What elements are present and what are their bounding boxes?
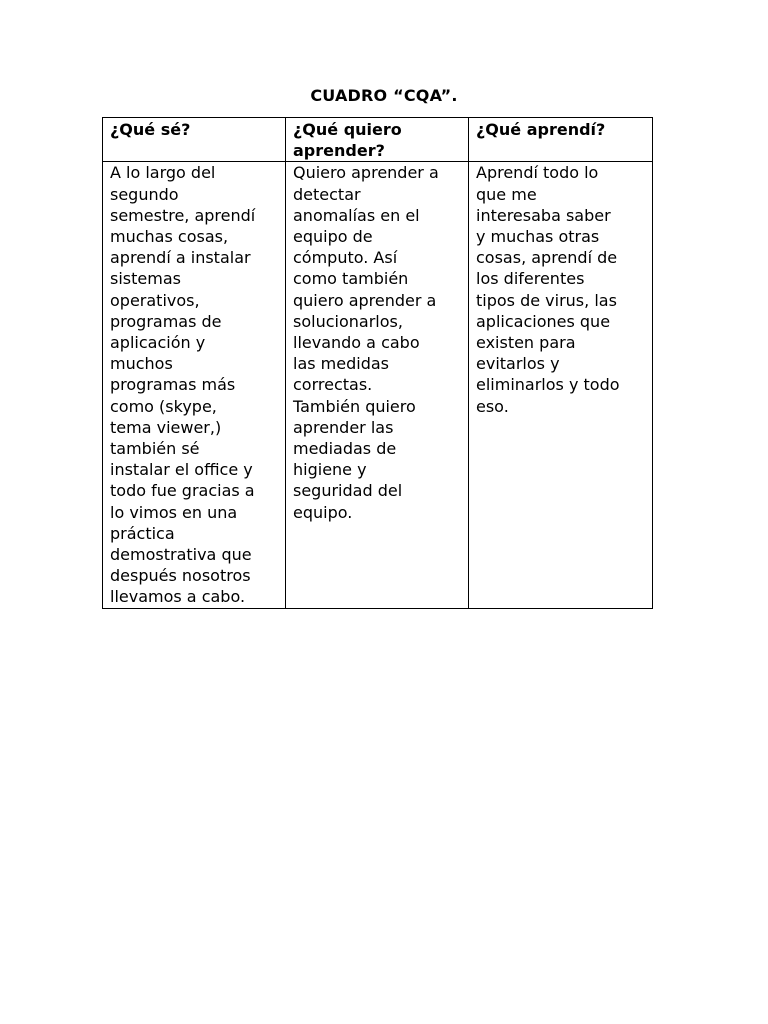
cell-que-aprendi <box>469 162 653 608</box>
cqa-table <box>102 117 653 609</box>
page-title: CUADRO “CQA”. <box>310 86 458 105</box>
header-que-se: ¿Qué sé? <box>103 118 286 162</box>
cell-que-aprendi-text: Aprendí todo lo que me interesaba saber y muchas otras cosas, aprendí de los diferentes tipos de virus, las aplicaciones que existen para evitarlos y eliminarlos y todo eso. <box>476 163 620 416</box>
header-que-aprendi: ¿Qué aprendí? <box>469 118 653 162</box>
table-header-row <box>103 118 653 162</box>
cell-que-quiero-aprender <box>286 162 469 608</box>
cell-que-se-text: A lo largo del segundo semestre, aprendí muchas cosas, aprendí a instalar sistemas operativos, programas de aplicación y muchos programas más como (skype, tema viewer,) también sé instalar el office y todo fue gracias a lo vimos en una práctica demostrativa que después nosotros llevamos a cabo. <box>110 163 256 607</box>
header-que-quiero-aprender: ¿Qué quiero aprender? <box>286 118 469 162</box>
cell-que-se <box>103 162 286 608</box>
table-row <box>103 162 653 608</box>
cell-que-quiero-aprender-text: Quiero aprender a detectar anomalías en el equipo de cómputo. Así como también quiero aprender a solucionarlos, llevando a cabo las medidas correctas. También quiero aprender las mediadas de higiene y seguridad del equipo. <box>293 163 439 522</box>
